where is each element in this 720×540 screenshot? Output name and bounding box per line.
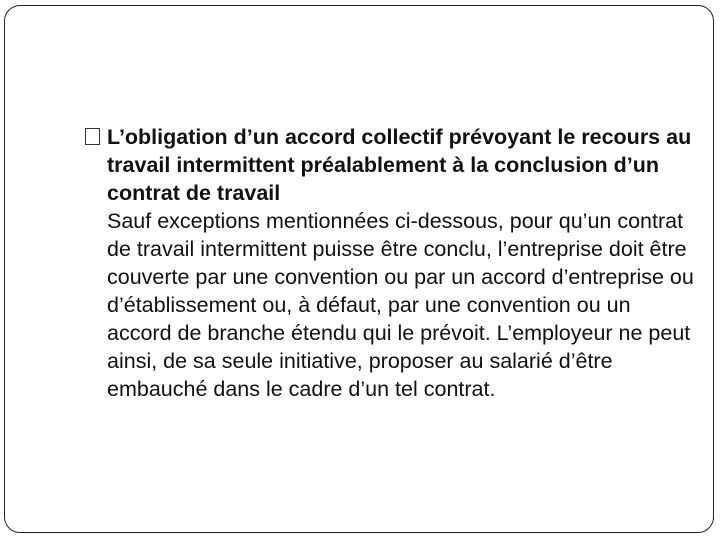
bullet-item <box>85 123 695 403</box>
bullet-body-text: Sauf exceptions mentionnées ci-dessous, pour qu’un contrat de travail intermittent puisse être conclu, l’entreprise doit être couverte par une convention ou par un accord d’entreprise ou d’établissement ou, à défaut, par une convention ou un accord de branche étendu qui le prévoit. L’employeur ne peut ainsi, de sa seule initiative, proposer au salarié d’être embauché dans le cadre d’un tel contrat. <box>107 209 694 401</box>
missing-glyph-box-icon <box>85 128 100 145</box>
slide-content <box>85 123 695 403</box>
bullet-heading: L’obligation d’un accord collectif prévoyant le recours au travail intermittent préalablement à la conclusion d’un contrat de travail <box>107 125 692 205</box>
slide-frame <box>4 5 714 533</box>
